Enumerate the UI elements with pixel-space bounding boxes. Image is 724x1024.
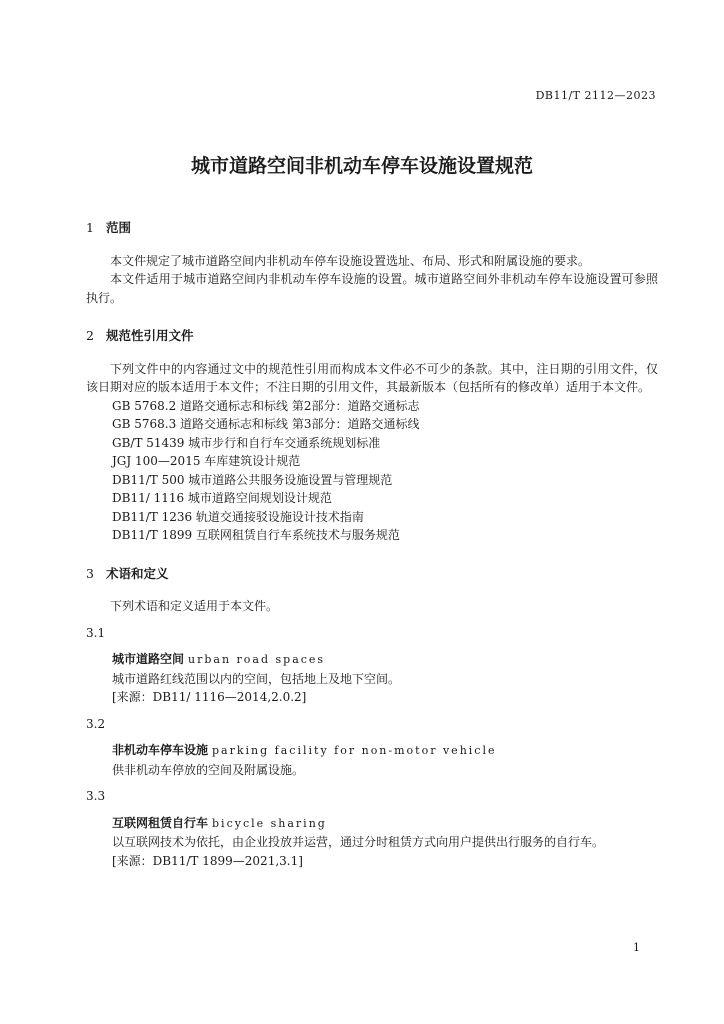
term-english: parking facility for non-motor vehicle xyxy=(212,744,497,757)
term-source: [来源：DB11/T 1899—2021,3.1] xyxy=(112,853,303,868)
section-2-heading xyxy=(86,327,658,346)
section-3-intro: 下列术语和定义适用于本文件。 xyxy=(110,599,279,613)
term-chinese: 城市道路空间 xyxy=(112,652,185,666)
term-chinese: 非机动车停车设施 xyxy=(112,743,209,757)
term-english: bicycle sharing xyxy=(212,816,327,830)
term-heading xyxy=(112,741,658,761)
reference-item: JGJ 100—2015 车库建筑设计规范 xyxy=(112,454,301,468)
reference-item: GB/T 51439 城市步行和自行车交通系统规划标准 xyxy=(112,435,381,450)
term-source: [来源：DB11/ 1116—2014,2.0.2] xyxy=(112,690,307,704)
section-2-intro: 下列文件中的内容通过文中的规范性引用而构成本文件必不可少的条款。其中，注日期的引用文件，仅该日期对应的版本适用于本文件；不注日期的引用文件，其最新版本（包括所有的修改单）适用于本文件。 xyxy=(86,361,658,394)
term-number: 3.3 xyxy=(86,789,106,803)
term-entry xyxy=(86,814,658,871)
reference-item: GB 5768.2 道路交通标志和标线 第2部分：道路交通标志 xyxy=(112,398,420,413)
reference-item: DB11/T 1236 轨道交通接驳设施设计技术指南 xyxy=(112,509,364,524)
term-entry xyxy=(86,741,658,779)
term-definition: 以互联网技术为依托，由企业投放并运营，通过分时租赁方式向用户提供出行服务的自行车。 xyxy=(112,835,605,849)
section-1-heading xyxy=(86,219,658,238)
section-2-number: 2 xyxy=(86,328,94,343)
section-3-number: 3 xyxy=(86,565,94,581)
reference-item: DB11/ 1116 城市道路空间规划设计规范 xyxy=(112,491,332,505)
term-entry xyxy=(86,650,658,707)
section-1-paragraph: 本文件适用于城市道路空间内非机动车停车设施的设置。城市道路空间外非机动车停车设施设置可参照执行。 xyxy=(86,272,658,305)
term-heading xyxy=(112,814,658,834)
document-title: 城市道路空间非机动车停车设施设置规范 xyxy=(190,155,533,177)
standard-number: DB11/T 2112—2023 xyxy=(535,89,656,102)
section-1-number: 1 xyxy=(86,220,94,235)
term-definition: 供非机动车停放的空间及附属设施。 xyxy=(112,762,305,777)
document-body xyxy=(86,219,658,870)
section-1-title: 范围 xyxy=(106,220,132,235)
term-english: urban road spaces xyxy=(188,653,326,666)
section-2-title: 规范性引用文件 xyxy=(106,328,194,343)
reference-item: DB11/T 500 城市道路公共服务设施设置与管理规范 xyxy=(112,472,393,487)
reference-item: GB 5768.3 道路交通标志和标线 第3部分：道路交通标线 xyxy=(112,417,420,431)
reference-item: DB11/T 1899 互联网租赁自行车系统技术与服务规范 xyxy=(112,528,400,542)
term-number: 3.1 xyxy=(86,625,106,640)
term-chinese: 互联网租赁自行车 xyxy=(112,815,209,830)
section-3-heading xyxy=(86,565,658,584)
page-number: 1 xyxy=(633,941,640,954)
section-3-title: 术语和定义 xyxy=(106,565,169,581)
term-heading xyxy=(112,650,658,670)
term-number: 3.2 xyxy=(86,716,106,731)
section-1-paragraph: 本文件规定了城市道路空间内非机动车停车设施设置选址、布局、形式和附属设施的要求。 xyxy=(110,253,591,268)
term-definition: 城市道路红线范围以内的空间，包括地上及地下空间。 xyxy=(112,671,401,686)
